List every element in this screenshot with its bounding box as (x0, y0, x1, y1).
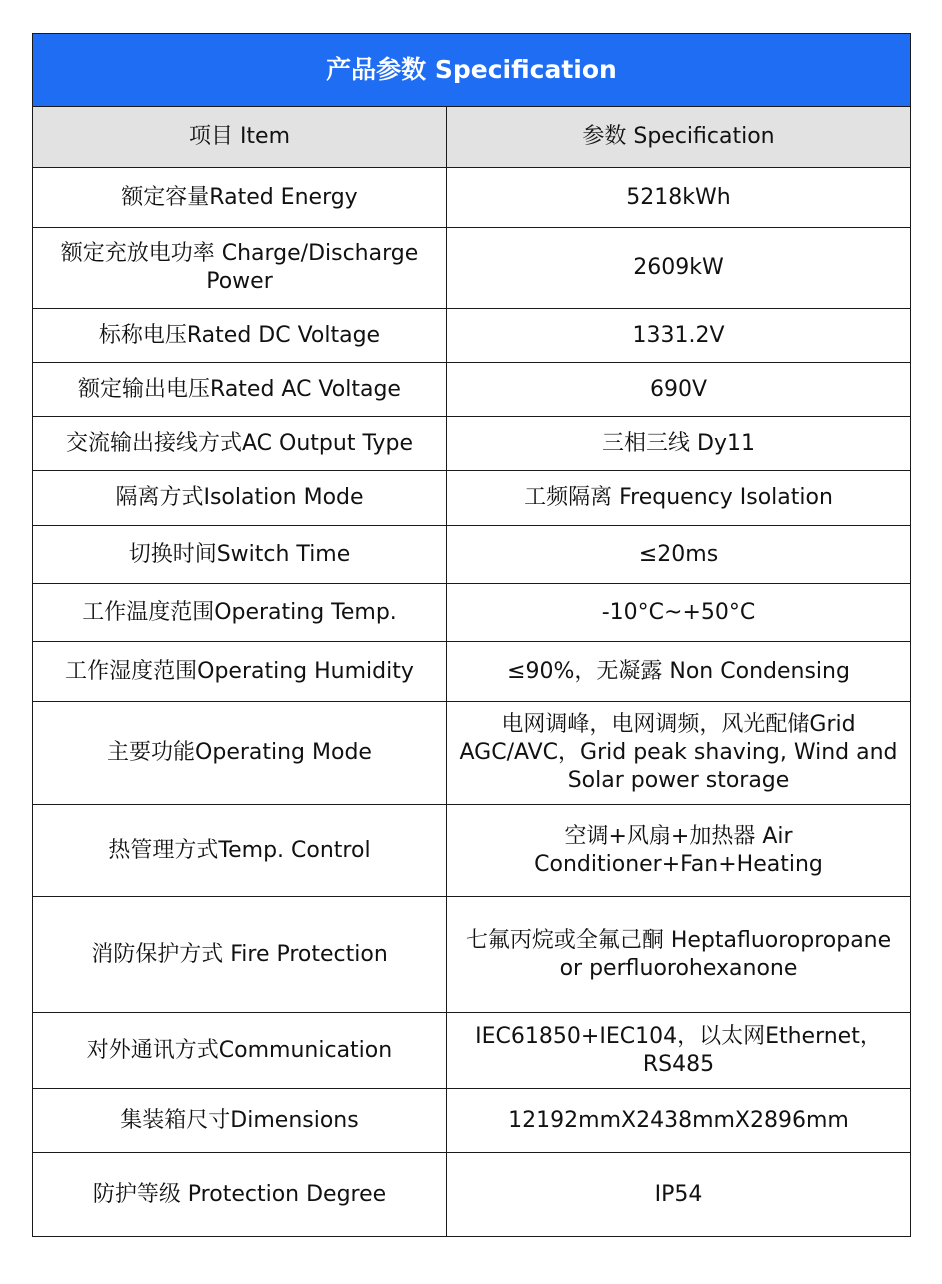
table-row (33, 309, 911, 363)
row-item: 标称电压Rated DC Voltage (33, 309, 447, 363)
table-row (33, 805, 911, 897)
table-row (33, 526, 911, 584)
row-item: 交流输出接线方式AC Output Type (33, 417, 447, 471)
row-item: 热管理方式Temp. Control (33, 805, 447, 897)
row-value: -10°C~+50°C (447, 584, 911, 642)
row-value: 690V (447, 363, 911, 417)
row-value: 1331.2V (447, 309, 911, 363)
row-value: ≤90%，无凝露 Non Condensing (447, 642, 911, 702)
row-value: IP54 (447, 1153, 911, 1237)
row-item: 隔离方式Isolation Mode (33, 471, 447, 526)
row-value: 12192mmX2438mmX2896mm (447, 1089, 911, 1153)
row-value: 三相三线 Dy11 (447, 417, 911, 471)
table-row (33, 228, 911, 309)
row-item: 主要功能Operating Mode (33, 702, 447, 805)
table-row (33, 1153, 911, 1237)
table-row (33, 363, 911, 417)
row-item: 工作温度范围Operating Temp. (33, 584, 447, 642)
row-value: 5218kWh (447, 168, 911, 228)
row-value: IEC61850+IEC104，以太网Ethernet，RS485 (447, 1013, 911, 1089)
table-row (33, 584, 911, 642)
table-title: 产品参数 Specification (33, 34, 911, 107)
row-value: 七氟丙烷或全氟己酮 Heptafluoropropane or perfluorohexanone (447, 897, 911, 1013)
row-value: 工频隔离 Frequency Isolation (447, 471, 911, 526)
row-item: 消防保护方式 Fire Protection (33, 897, 447, 1013)
row-value: 空调+风扇+加热器 Air Conditioner+Fan+Heating (447, 805, 911, 897)
header-item: 项目 Item (33, 107, 447, 168)
specification-table (32, 33, 911, 1237)
row-item: 集装箱尺寸Dimensions (33, 1089, 447, 1153)
row-item: 对外通讯方式Communication (33, 1013, 447, 1089)
row-item: 防护等级 Protection Degree (33, 1153, 447, 1237)
row-item: 切换时间Switch Time (33, 526, 447, 584)
row-item: 工作湿度范围Operating Humidity (33, 642, 447, 702)
row-value: ≤20ms (447, 526, 911, 584)
title-row (33, 34, 911, 107)
row-item: 额定充放电功率 Charge/Discharge Power (33, 228, 447, 309)
row-item: 额定输出电压Rated AC Voltage (33, 363, 447, 417)
table-row (33, 897, 911, 1013)
table-row (33, 1013, 911, 1089)
row-value: 电网调峰，电网调频，风光配储Grid AGC/AVC，Grid peak shaving, Wind and Solar power storage (447, 702, 911, 805)
table-row (33, 417, 911, 471)
header-spec: 参数 Specification (447, 107, 911, 168)
table-row (33, 168, 911, 228)
row-value: 2609kW (447, 228, 911, 309)
header-row (33, 107, 911, 168)
table-row (33, 702, 911, 805)
table-row (33, 642, 911, 702)
row-item: 额定容量Rated Energy (33, 168, 447, 228)
table-row (33, 471, 911, 526)
table-row (33, 1089, 911, 1153)
